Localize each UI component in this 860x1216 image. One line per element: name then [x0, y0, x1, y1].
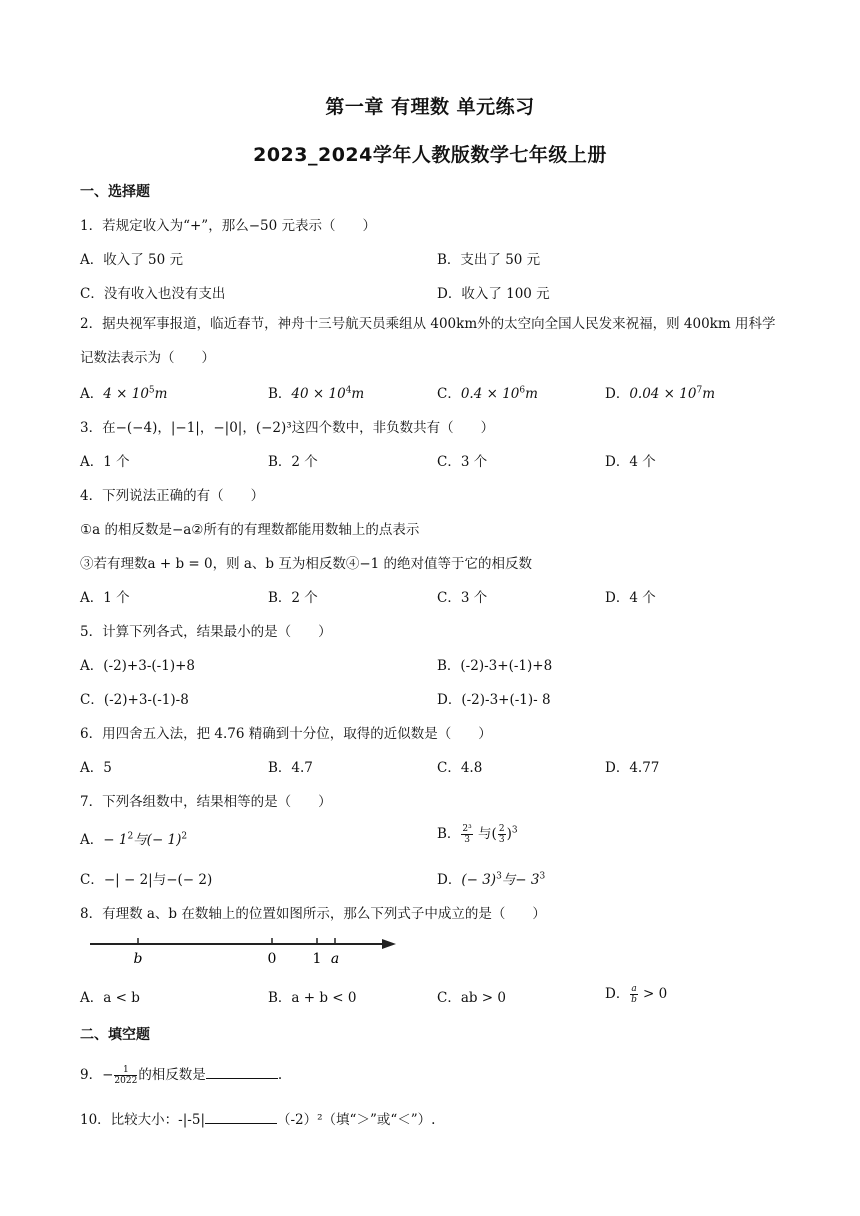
question-8-stem: 8．有理数 a、b 在数轴上的位置如图所示，那么下列式子中成立的是（ ） [80, 906, 546, 922]
question-4-statements-1-2: ①a 的相反数是−a②所有的有理数都能用数轴上的点表示 [80, 522, 420, 538]
question-4-option-d: D．4 个 [605, 590, 656, 606]
question-4-option-a: A．1 个 [80, 590, 130, 606]
section-heading-choice: 一、选择题 [80, 184, 150, 200]
question-1-option-a: A．收入了 50 元 [80, 252, 184, 268]
question-7-option-d: D．(− 3)$^3$与− $3^3$ [437, 871, 546, 888]
question-5-option-c: C．(-2)+3-(-1)-8 [80, 692, 189, 708]
question-8-option-d: D． $\frac{a}{b}$ > 0 [605, 984, 668, 1005]
section-heading-fill: 二、填空题 [80, 1027, 150, 1043]
question-7-option-a: A．− $1^2$与(− 1)$^2$ [80, 831, 188, 848]
question-4-stem: 4．下列说法正确的有（ ） [80, 488, 265, 504]
question-6-option-b: B．4.7 [268, 760, 313, 776]
question-4-statements-3-4: ③若有理数a + b = 0，则 a、b 互为相反数④−1 的绝对值等于它的相反数 [80, 556, 533, 572]
label-zero: 0 [267, 951, 277, 967]
question-2-stem: 2．据央视军事报道，临近春节，神舟十三号航天员乘组从 400km外的太空向全国人民发来祝福，则 400km 用科学记数法表示为（ ） [80, 316, 776, 366]
question-2-option-d: D．$0.04 \times 10^7m$ [605, 385, 716, 402]
question-5-option-a: A．(-2)+3-(-1)+8 [80, 658, 195, 674]
question-10: 10．比较大小：-|-5| （-2）²（填“＞”或“＜”）. [80, 1108, 435, 1128]
answer-blank-10[interactable] [205, 1109, 277, 1124]
page-subtitle: 2023_2024学年人教版数学七年级上册 [253, 144, 607, 166]
label-a: a [330, 951, 340, 967]
question-3-option-b: B．2 个 [268, 454, 318, 470]
question-9: 9．− $\frac{1}{2022}$ 的相反数是 . [80, 1065, 283, 1086]
question-2-option-a: A．$4 \times 10^5m$ [80, 385, 168, 402]
question-6-option-d: D．4.77 [605, 760, 660, 776]
question-3-option-d: D．4 个 [605, 454, 656, 470]
question-1-option-b: B．支出了 50 元 [437, 252, 541, 268]
question-3-option-c: C．3 个 [437, 454, 488, 470]
question-8-option-c: C．ab > 0 [437, 990, 507, 1006]
number-line-arrow [382, 939, 396, 949]
question-4-option-c: C．3 个 [437, 590, 488, 606]
question-5-stem: 5．计算下列各式，结果最小的是（ ） [80, 624, 332, 640]
label-b: b [133, 951, 143, 967]
question-2-option-c: C．$0.4 \times 10^6m$ [437, 385, 538, 402]
question-7-option-b: B． $\frac{\text{2³}}{3}$ 与( $\frac{2}{3}$ )$^3$ [437, 824, 518, 845]
question-4-option-b: B．2 个 [268, 590, 318, 606]
question-1-option-d: D．收入了 100 元 [437, 286, 550, 302]
page-title: 第一章 有理数 单元练习 [325, 96, 535, 118]
question-7-option-c: C．−| − 2|与−(− 2) [80, 872, 213, 888]
question-7-stem: 7．下列各组数中，结果相等的是（ ） [80, 794, 332, 810]
label-one: 1 [312, 951, 322, 967]
question-5-option-d: D．(-2)-3+(-1)- 8 [437, 692, 551, 708]
question-8-option-a: A．a < b [80, 990, 140, 1006]
question-5-option-b: B．(-2)-3+(-1)+8 [437, 658, 553, 674]
number-line-figure [88, 930, 398, 970]
question-8-option-b: B．a + b < 0 [268, 990, 357, 1006]
question-1-stem: 1．若规定收入为“+”，那么−50 元表示（ ） [80, 218, 376, 234]
question-6-option-a: A．5 [80, 760, 112, 776]
question-2-option-b: B．$40 \times 10^4m$ [268, 385, 365, 402]
question-3-option-a: A．1 个 [80, 454, 130, 470]
answer-blank-9[interactable] [206, 1064, 278, 1079]
question-3-stem: 3．在−(−4)，|−1|，−|0|，(−2)³这四个数中，非负数共有（ ） [80, 420, 495, 436]
question-6-stem: 6．用四舍五入法，把 4.76 精确到十分位，取得的近似数是（ ） [80, 726, 492, 742]
question-1-option-c: C．没有收入也没有支出 [80, 286, 226, 302]
question-6-option-c: C．4.8 [437, 760, 483, 776]
